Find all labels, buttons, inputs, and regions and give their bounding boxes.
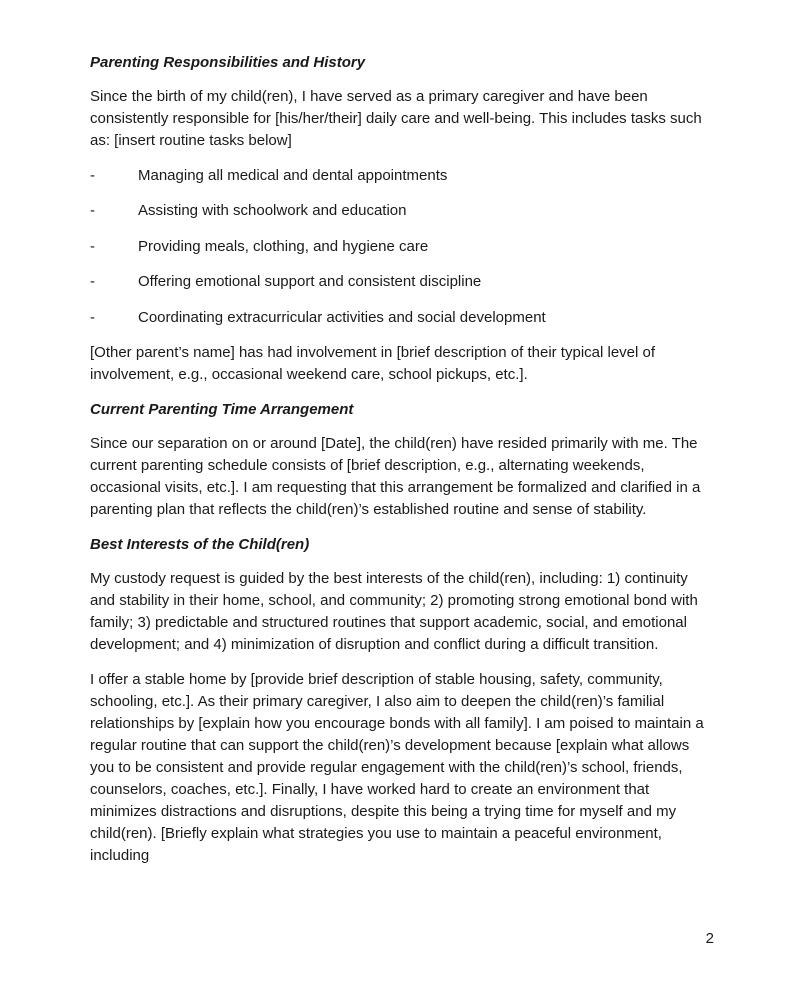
list-item bbox=[90, 236, 716, 258]
section-heading-parenting-responsibilities: Parenting Responsibilities and History bbox=[90, 54, 366, 71]
document-page bbox=[90, 52, 716, 880]
list-dash: - bbox=[90, 237, 95, 255]
section-heading-current-arrangement: Current Parenting Time Arrangement bbox=[90, 400, 354, 418]
other-parent-involvement-paragraph: [Other parent’s name] has had involvement in [brief description of their typical level of involvement, e.g., occasional weekend care, school pickups, etc.]. bbox=[90, 343, 656, 383]
best-interests-paragraph-2: I offer a stable home by [provide brief description of stable housing, safety, community, schooling, etc.]. As their primary caregiver, I also aim to deepen the child(ren)’s familial relationships by [explain how you encourage bonds with all family]. I am poised to maintain a regular routine that can support the child(ren)’s development because [explain what allows you to be consistent and provide regular engagement with the child(ren)’s school, friends, counselors, coaches, etc.]. Finally, I have worked hard to create an environment that minimizes distractions and disruptions, despite this being a trying time for myself and my child(ren). [Briefly explain what strategies you use to maintain a peaceful environment, including bbox=[90, 670, 704, 864]
current-arrangement-paragraph: Since our separation on or around [Date], the child(ren) have resided primarily with me. The current parenting schedule consists of [brief description, e.g., alternating weekends, occasional visits, etc.]. I am requesting that this arrangement be formalized and clarified in a parenting plan that reflects the child(ren)’s established routine and sense of stability. bbox=[90, 434, 701, 518]
list-dash: - bbox=[90, 273, 95, 291]
responsibilities-intro-paragraph: Since the birth of my child(ren), I have served as a primary caregiver and have been consistently responsible for [his/her/their] daily care and well-being. This includes tasks such as: [insert routine tasks below] bbox=[90, 88, 702, 149]
list-item bbox=[90, 165, 716, 187]
list-item bbox=[90, 271, 716, 293]
list-dash: - bbox=[90, 167, 95, 184]
list-item bbox=[90, 307, 716, 329]
best-interests-paragraph-1: My custody request is guided by the best interests of the child(ren), including: 1) continuity and stability in their home, school, and community; 2) promoting strong emotional bond with family; 3) predictable and structured routines that support academic, social, and emotional development; and 4) minimization of disruption and conflict during a difficult transition. bbox=[90, 569, 698, 653]
list-item-text: Managing all medical and dental appointments bbox=[138, 167, 448, 184]
list-item-text: Providing meals, clothing, and hygiene care bbox=[138, 237, 429, 255]
list-item-text: Assisting with schoolwork and education bbox=[138, 202, 407, 220]
section-heading-best-interests: Best Interests of the Child(ren) bbox=[90, 535, 310, 553]
routine-tasks-list bbox=[90, 165, 716, 329]
list-item-text: Offering emotional support and consistent discipline bbox=[138, 273, 482, 291]
page-number: 2 bbox=[705, 930, 714, 947]
list-item bbox=[90, 200, 716, 222]
list-dash: - bbox=[90, 202, 95, 220]
list-dash: - bbox=[90, 308, 95, 326]
list-item-text: Coordinating extracurricular activities and social development bbox=[138, 308, 546, 326]
